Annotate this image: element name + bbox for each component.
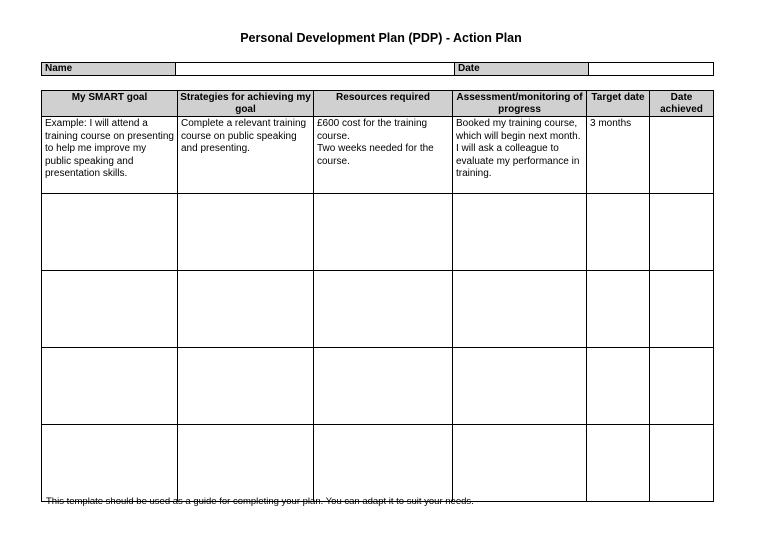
header-strategies: Strategies for achieving my goal: [178, 91, 314, 117]
blank-cell[interactable]: [42, 348, 178, 425]
blank-cell[interactable]: [42, 425, 178, 502]
page-title: Personal Development Plan (PDP) - Action Plan: [240, 31, 522, 45]
blank-row: [42, 271, 714, 348]
example-target-date-cell[interactable]: 3 months: [587, 117, 650, 194]
header-row: [42, 91, 714, 117]
blank-row: [42, 348, 714, 425]
name-date-table: [41, 62, 714, 76]
blank-cell[interactable]: [314, 271, 453, 348]
footnote: This template should be used as a guide for completing your plan. You can adapt it to suit your needs.: [46, 496, 474, 507]
blank-cell[interactable]: [587, 348, 650, 425]
blank-row: [42, 194, 714, 271]
blank-cell[interactable]: [453, 425, 587, 502]
example-assessment-line: I will ask a colleague to evaluate my performance in training.: [456, 143, 580, 180]
blank-cell[interactable]: [650, 348, 714, 425]
date-field[interactable]: [589, 63, 714, 76]
blank-cell[interactable]: [178, 271, 314, 348]
example-assessment-cell[interactable]: [453, 117, 587, 194]
header-assessment: Assessment/monitoring of progress: [453, 91, 587, 117]
example-strategies-cell[interactable]: Complete a relevant training course on public speaking and presenting.: [178, 117, 314, 194]
header-date-achieved: Date achieved: [650, 91, 714, 117]
date-label: Date: [455, 63, 589, 76]
blank-cell[interactable]: [587, 271, 650, 348]
example-date-achieved-cell[interactable]: [650, 117, 714, 194]
blank-cell[interactable]: [453, 194, 587, 271]
blank-cell[interactable]: [178, 348, 314, 425]
example-assessment-line: Booked my training course, which will begin next month.: [456, 118, 581, 142]
example-resources-line: £600 cost for the training course.: [317, 118, 428, 142]
blank-cell[interactable]: [314, 348, 453, 425]
blank-cell[interactable]: [453, 348, 587, 425]
blank-cell[interactable]: [453, 271, 587, 348]
blank-cell[interactable]: [650, 425, 714, 502]
action-plan-table: [41, 90, 714, 502]
example-row: [42, 117, 714, 194]
example-goal-cell[interactable]: Example: I will attend a training course on presenting to help me improve my public speaking and presentation skills.: [42, 117, 178, 194]
example-resources-line: Two weeks needed for the course.: [317, 143, 434, 167]
blank-cell[interactable]: [650, 194, 714, 271]
blank-cell[interactable]: [587, 425, 650, 502]
name-label: Name: [42, 63, 176, 76]
header-smart-goal: My SMART goal: [42, 91, 178, 117]
blank-cell[interactable]: [178, 425, 314, 502]
blank-cell[interactable]: [587, 194, 650, 271]
blank-cell[interactable]: [650, 271, 714, 348]
example-resources-cell[interactable]: [314, 117, 453, 194]
blank-cell[interactable]: [314, 425, 453, 502]
header-resources: Resources required: [314, 91, 453, 117]
name-date-row: [42, 63, 714, 76]
blank-cell[interactable]: [42, 271, 178, 348]
blank-cell[interactable]: [178, 194, 314, 271]
header-target-date: Target date: [587, 91, 650, 117]
blank-cell[interactable]: [314, 194, 453, 271]
name-field[interactable]: [176, 63, 455, 76]
blank-cell[interactable]: [42, 194, 178, 271]
blank-row: [42, 425, 714, 502]
